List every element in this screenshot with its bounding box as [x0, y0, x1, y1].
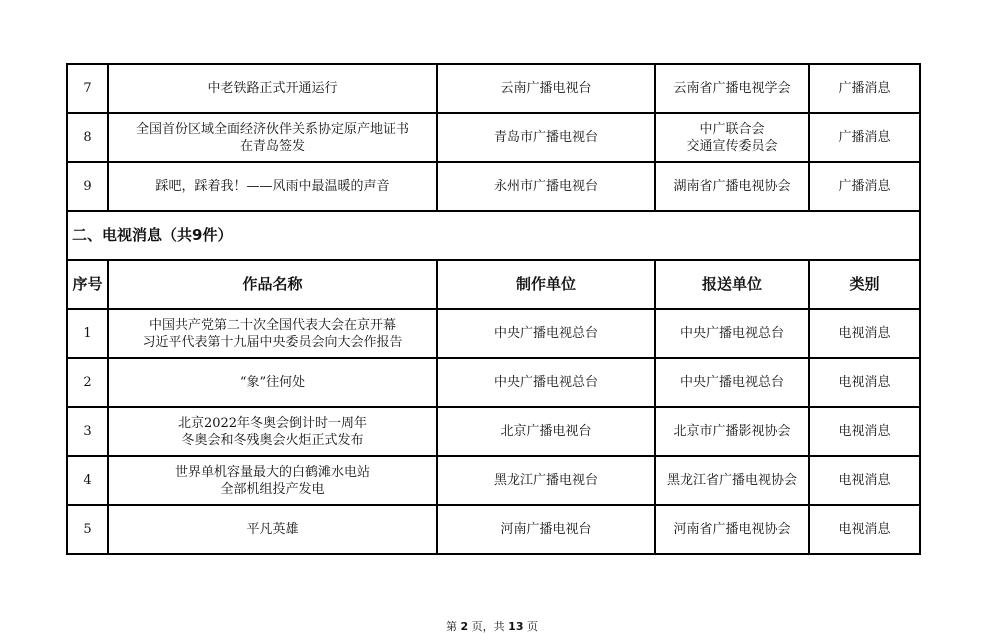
producer-unit — [437, 64, 655, 113]
submitter-unit — [655, 407, 809, 456]
header-producer: 制作单位 — [437, 260, 655, 309]
submitter-unit-line: 中央广播电视总台 — [679, 326, 784, 341]
section-title-row — [67, 211, 920, 260]
submitter-unit — [655, 113, 809, 162]
submitter-unit — [655, 358, 809, 407]
work-title-line: 全国首份区域全面经济伙伴关系协定原产地证书 — [135, 121, 409, 137]
awards-table — [66, 63, 921, 555]
row-number: 5 — [67, 505, 108, 554]
category: 电视消息 — [809, 358, 920, 407]
producer-unit-line: 北京广播电视台 — [500, 424, 592, 439]
work-title-line: 踩吧，踩着我！——风雨中最温暖的声音 — [155, 179, 390, 194]
row-number: 3 — [67, 407, 108, 456]
producer-unit — [437, 505, 655, 554]
row-number: 8 — [67, 113, 108, 162]
producer-unit-line: 永州市广播电视台 — [493, 179, 598, 194]
work-title-line: 冬奥会和冬残奥会火炬正式发布 — [181, 432, 364, 448]
footer-middle: 页，共 — [471, 620, 505, 633]
work-title-line: 中国共产党第二十次全国代表大会在京开幕 — [148, 317, 396, 333]
row-number: 7 — [67, 64, 108, 113]
submitter-unit-line: 中广联合会 — [699, 121, 765, 137]
work-title-line: 在青岛签发 — [239, 138, 305, 154]
row-number: 1 — [67, 309, 108, 358]
work-title — [108, 64, 437, 113]
table-row — [67, 162, 920, 211]
work-title-line: 习近平代表第十九届中央委员会向大会作报告 — [142, 334, 403, 350]
producer-unit — [437, 456, 655, 505]
table-row — [67, 358, 920, 407]
submitter-unit — [655, 505, 809, 554]
submitter-unit — [655, 456, 809, 505]
header-submitter: 报送单位 — [655, 260, 809, 309]
work-title — [108, 505, 437, 554]
producer-unit-line: 青岛市广播电视台 — [493, 130, 598, 145]
header-no: 序号 — [67, 260, 108, 309]
category: 广播消息 — [809, 113, 920, 162]
row-number: 4 — [67, 456, 108, 505]
producer-unit-line: 云南广播电视台 — [500, 81, 592, 96]
producer-unit — [437, 358, 655, 407]
work-title-line: “象”往何处 — [239, 375, 306, 390]
submitter-unit-line: 云南省广播电视学会 — [673, 81, 791, 96]
category: 广播消息 — [809, 162, 920, 211]
section-title: 二、电视消息（共9件） — [67, 211, 920, 260]
footer-prefix: 第 — [446, 620, 458, 633]
work-title — [108, 113, 437, 162]
work-title-line: 世界单机容量最大的白鹤滩水电站 — [174, 464, 370, 480]
radio-section-rows — [67, 64, 920, 211]
work-title-line: 全部机组投产发电 — [220, 481, 325, 497]
producer-unit-line: 中央广播电视总台 — [493, 375, 598, 390]
row-number: 2 — [67, 358, 108, 407]
producer-unit — [437, 309, 655, 358]
work-title-line: 中老铁路正式开通运行 — [207, 81, 338, 96]
table-row — [67, 456, 920, 505]
producer-unit-line: 中央广播电视总台 — [493, 326, 598, 341]
submitter-unit — [655, 309, 809, 358]
work-title — [108, 456, 437, 505]
producer-unit — [437, 113, 655, 162]
table-row — [67, 64, 920, 113]
header-title: 作品名称 — [108, 260, 437, 309]
table-header-row — [67, 260, 920, 309]
submitter-unit-line: 北京市广播影视协会 — [673, 424, 791, 439]
footer-page: 2 — [460, 620, 469, 633]
submitter-unit — [655, 64, 809, 113]
category: 电视消息 — [809, 505, 920, 554]
table-row — [67, 407, 920, 456]
producer-unit — [437, 162, 655, 211]
table-row — [67, 113, 920, 162]
header-category: 类别 — [809, 260, 920, 309]
work-title-line: 北京2022年冬奥会倒计时一周年 — [177, 415, 368, 431]
producer-unit — [437, 407, 655, 456]
submitter-unit-line: 黑龙江省广播电视协会 — [666, 473, 797, 488]
tv-section-rows — [67, 309, 920, 554]
work-title — [108, 358, 437, 407]
submitter-unit-line: 河南省广播电视协会 — [673, 522, 791, 537]
category: 电视消息 — [809, 407, 920, 456]
row-number: 9 — [67, 162, 108, 211]
table-row — [67, 505, 920, 554]
page-footer — [0, 618, 984, 634]
work-title — [108, 309, 437, 358]
category: 电视消息 — [809, 309, 920, 358]
category: 广播消息 — [809, 64, 920, 113]
submitter-unit-line: 湖南省广播电视协会 — [673, 179, 791, 194]
submitter-unit-line: 交通宣传委员会 — [686, 138, 778, 154]
footer-suffix: 页 — [526, 620, 538, 633]
producer-unit-line: 河南广播电视台 — [500, 522, 592, 537]
work-title-line: 平凡英雄 — [246, 522, 299, 537]
work-title — [108, 407, 437, 456]
work-title — [108, 162, 437, 211]
footer-total: 13 — [508, 620, 524, 633]
producer-unit-line: 黑龙江广播电视台 — [493, 473, 598, 488]
submitter-unit — [655, 162, 809, 211]
category: 电视消息 — [809, 456, 920, 505]
table-row — [67, 309, 920, 358]
submitter-unit-line: 中央广播电视总台 — [679, 375, 784, 390]
